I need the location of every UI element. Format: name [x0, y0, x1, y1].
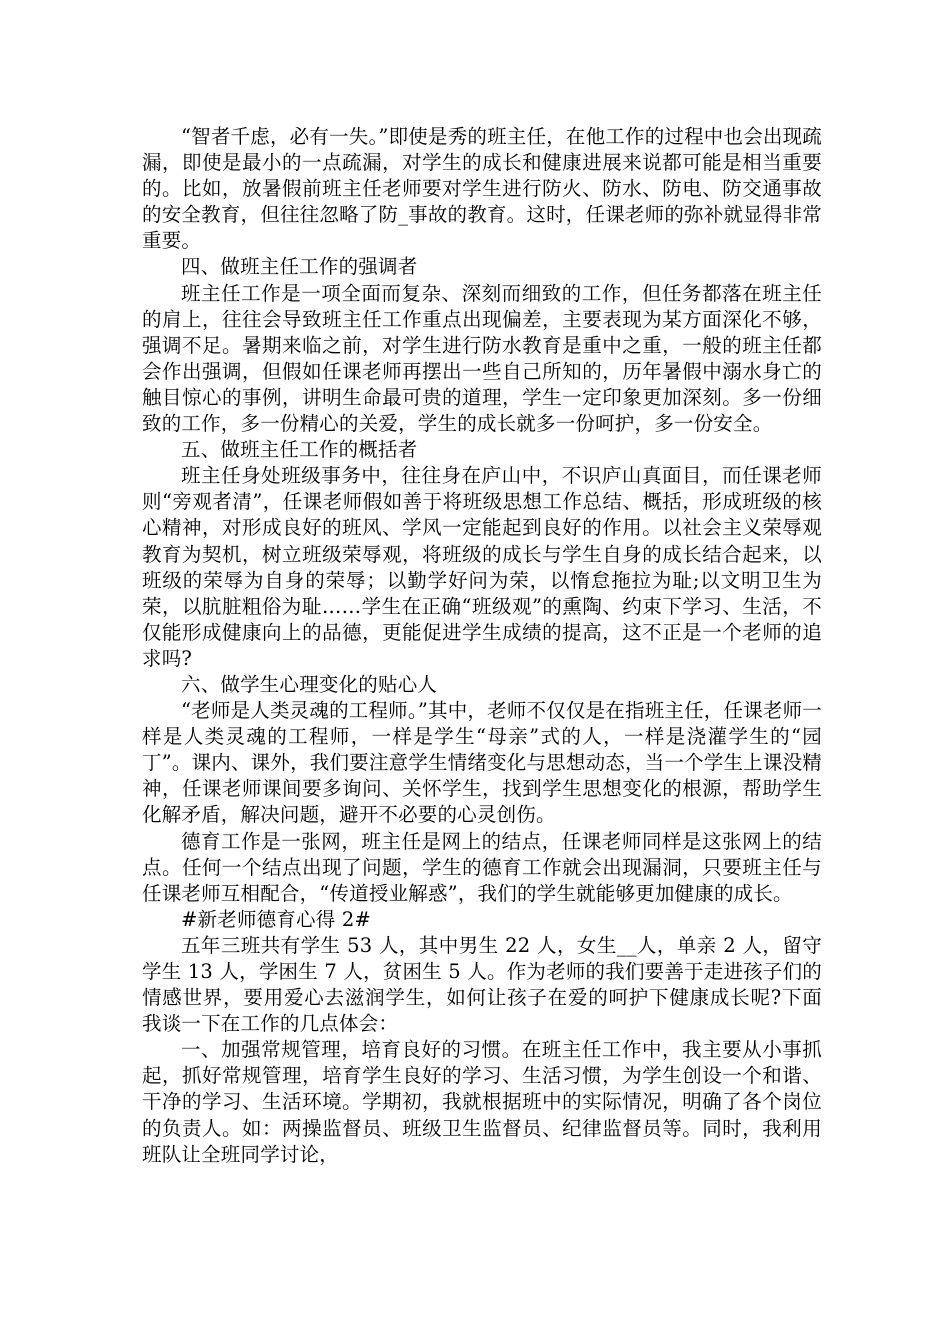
paragraph-7: 一、加强常规管理，培育良好的习惯。在班主任工作中，我主要从小事抓起，抓好常规管理，培育学生良好的学习、生活习惯，为学生创设一个和谐、干净的学习、生活环境。学期初，我就根据班中的实际情况，明确了各个岗位的负责人。如：两操监督员、班级卫生监督员、纪律监督员等。同时，我利用班队让全班同学讨论，	[142, 1038, 822, 1166]
paragraph-6: 五年三班共有学生 53 人，其中男生 22 人，女生__人，单亲 2 人，留守学生 13 人，学困生 7 人，贫困生 5 人。作为老师的我们要善于走进孩子们的情感世界，要用爱心去滋润学生，如何让孩子在爱的呵护下健康成长呢?下面我谈一下在工作的几点体会：	[142, 933, 822, 1036]
article-title-2: #新老师德育心得 2#	[181, 907, 371, 931]
paragraph-3: 班主任身处班级事务中，往往身在庐山中，不识庐山真面目，而任课老师则“旁观者清”，任课老师假如善于将班级思想工作总结、概括，形成班级的核心精神，对形成良好的班风、学风一定能起到良好的作用。以社会主义荣辱观教育为契机，树立班级荣辱观，将班级的成长与学生自身的成长结合起来，以班级的荣辱为自身的荣辱；以勤学好问为荣，以惰怠拖拉为耻;以文明卫生为荣，以肮脏粗俗为耻……学生在正确“班级观”的熏陶、约束下学习、生活，不仅能形成健康向上的品德，更能促进学生成绩的提高，这不正是一个老师的追求吗?	[142, 464, 822, 670]
paragraph-2: 班主任工作是一项全面而复杂、深刻而细致的工作，但任务都落在班主任的肩上，往往会导致班主任工作重点出现偏差，主要表现为某方面深化不够，强调不足。暑期来临之前，对学生进行防水教育是重中之重，一般的班主任都会作出强调，但假如任课老师再摆出一些自己所知的，历年暑假中溺水身亡的触目惊心的事例，讲明生命最可贵的道理，学生一定印象更加深刻。多一份细致的工作，多一份精心的关爱，学生的成长就多一份呵护，多一份安全。	[142, 281, 822, 436]
section-heading-6: 六、做学生心理变化的贴心人	[181, 672, 438, 696]
section-heading-5: 五、做班主任工作的概括者	[181, 438, 418, 462]
paragraph-1: “智者千虑，必有一失。”即使是秀的班主任，在他工作的过程中也会出现疏漏，即使是最小的一点疏漏，对学生的成长和健康进展来说都可能是相当重要的。比如，放暑假前班主任老师要对学生进行防火、防水、防电、防交通事故的安全教育，但往往忽略了防_事故的教育。这时，任课老师的弥补就显得非常重要。	[142, 125, 822, 253]
document-body	[142, 124, 822, 1168]
paragraph-5: 德育工作是一张网，班主任是网上的结点，任课老师同样是这张网上的结点。任何一个结点出现了问题，学生的德育工作就会出现漏洞，只要班主任与任课老师互相配合，“传道授业解惑”，我们的学生就能够更加健康的成长。	[142, 829, 822, 905]
section-heading-4: 四、做班主任工作的强调者	[181, 255, 418, 279]
paragraph-4: “老师是人类灵魂的工程师。”其中，老师不仅仅是在指班主任，任课老师一样是人类灵魂的工程师，一样是学生“母亲”式的人，一样是浇灌学生的“园丁”。课内、课外，我们要注意学生情绪变化与思想动态，当一个学生上课没精神，任课老师课间要多询问、关怀学生，找到学生思想变化的根源，帮助学生化解矛盾，解决问题，避开不必要的心灵创伤。	[142, 699, 822, 827]
